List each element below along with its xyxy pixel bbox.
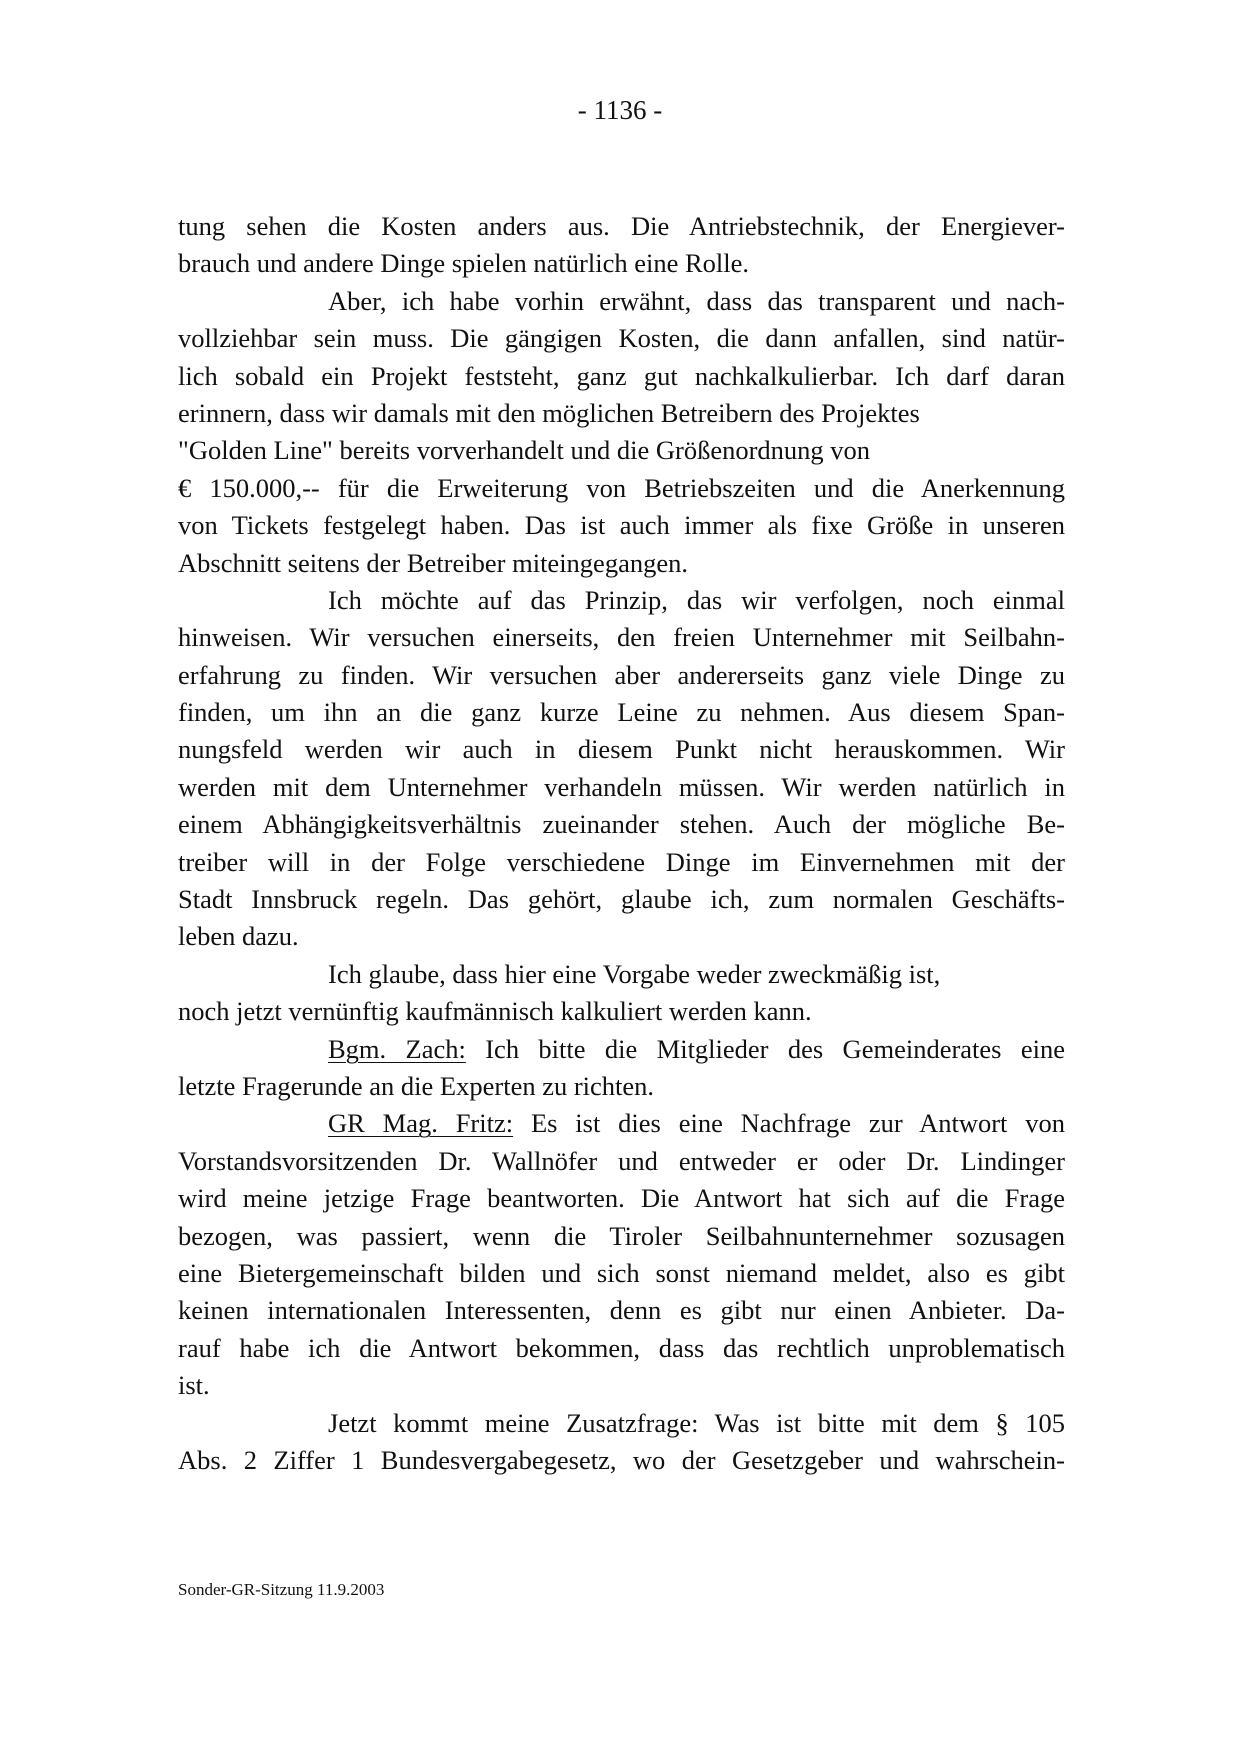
speaker-name-zach: Bgm. Zach:: [328, 1033, 466, 1064]
paragraph-start-line: Jetzt kommt meine Zusatzfrage: Was ist bitte mit dem § 105: [328, 1407, 1065, 1438]
text-line: keinen internationalen Interessenten, denn es gibt nur einen Anbieter. Da-: [178, 1295, 1065, 1326]
text-line: noch jetzt vernünftig kaufmännisch kalkuliert werden kann.: [178, 996, 812, 1027]
text-line: letzte Fragerunde an die Experten zu richten.: [178, 1070, 655, 1101]
text-line: werden mit dem Unternehmer verhandeln müssen. Wir werden natürlich in: [178, 771, 1065, 802]
text-line: lich sobald ein Projekt feststeht, ganz gut nachkalkulierbar. Ich darf daran: [178, 360, 1065, 391]
paragraph-start-line: Aber, ich habe vorhin erwähnt, dass das transparent und nach-: [328, 285, 1065, 316]
text-line: eine Bietergemeinschaft bilden und sich sonst niemand meldet, also es gibt: [178, 1257, 1065, 1288]
text-line: Abschnitt seitens der Betreiber miteingegangen.: [178, 547, 688, 578]
text-line: rauf habe ich die Antwort bekommen, dass das rechtlich unproblematisch: [178, 1332, 1065, 1363]
text-line: Stadt Innsbruck regeln. Das gehört, glaube ich, zum normalen Geschäfts-: [178, 884, 1065, 915]
text-line: vollziehbar sein muss. Die gängigen Kosten, die dann anfallen, sind natür-: [178, 323, 1065, 354]
text-line: Vorstandsvorsitzenden Dr. Wallnöfer und entweder er oder Dr. Lindinger: [178, 1145, 1065, 1176]
paragraph-start-line: Ich glaube, dass hier eine Vorgabe weder zweckmäßig ist,: [328, 958, 941, 989]
text-line: finden, um ihn an die ganz kurze Leine zu nehmen. Aus diesem Span-: [178, 697, 1065, 728]
text-line: wird meine jetzige Frage beantworten. Die Antwort hat sich auf die Frage: [178, 1183, 1065, 1214]
text-line: treiber will in der Folge verschiedene Dinge im Einvernehmen mit der: [178, 846, 1065, 877]
text-line: tung sehen die Kosten anders aus. Die Antriebstechnik, der Energiever-: [178, 211, 1065, 241]
body-text: [178, 208, 1065, 1479]
text-line: hinweisen. Wir versuchen einerseits, den freien Unternehmer mit Seilbahn-: [178, 622, 1065, 653]
text-line: erinnern, dass wir damals mit den möglichen Betreibern des Projektes: [178, 397, 920, 428]
text-line: leben dazu.: [178, 921, 299, 952]
text-line: erfahrung zu finden. Wir versuchen aber andererseits ganz viele Dinge zu: [178, 659, 1065, 690]
text-line: bezogen, was passiert, wenn die Tiroler Seilbahnunternehmer sozusagen: [178, 1220, 1065, 1251]
text-line: nungsfeld werden wir auch in diesem Punkt nicht herauskommen. Wir: [178, 734, 1065, 765]
speaker-statement: Es ist dies eine Nachfrage zur Antwort von: [513, 1108, 1065, 1139]
text-line: Abs. 2 Ziffer 1 Bundesvergabegesetz, wo der Gesetzgeber und wahrschein-: [178, 1444, 1065, 1475]
speaker-line-zach: [178, 1031, 1065, 1068]
page-number: - 1136 -: [577, 95, 663, 125]
speaker-statement: Ich bitte die Mitglieder des Gemeinderates eine: [465, 1033, 1065, 1064]
text-line: "Golden Line" bereits vorverhandelt und die Größenordnung von: [178, 435, 871, 466]
text-line: einem Abhängigkeitsverhältnis zueinander stehen. Auch der mögliche Be-: [178, 809, 1065, 840]
speaker-line-fritz: [178, 1105, 1065, 1142]
text-line: brauch und andere Dinge spielen natürlich eine Rolle.: [178, 248, 750, 279]
speaker-name-fritz: GR Mag. Fritz:: [328, 1108, 514, 1139]
footer: Sonder-GR-Sitzung 11.9.2003: [178, 1580, 385, 1599]
paragraph-start-line: Ich möchte auf das Prinzip, das wir verfolgen, noch einmal: [328, 584, 1065, 615]
text-line: ist.: [178, 1370, 210, 1401]
text-line: von Tickets festgelegt haben. Das ist auch immer als fixe Größe in unseren: [178, 510, 1065, 541]
text-line: € 150.000,-- für die Erweiterung von Betriebszeiten und die Anerkennung: [178, 472, 1065, 503]
